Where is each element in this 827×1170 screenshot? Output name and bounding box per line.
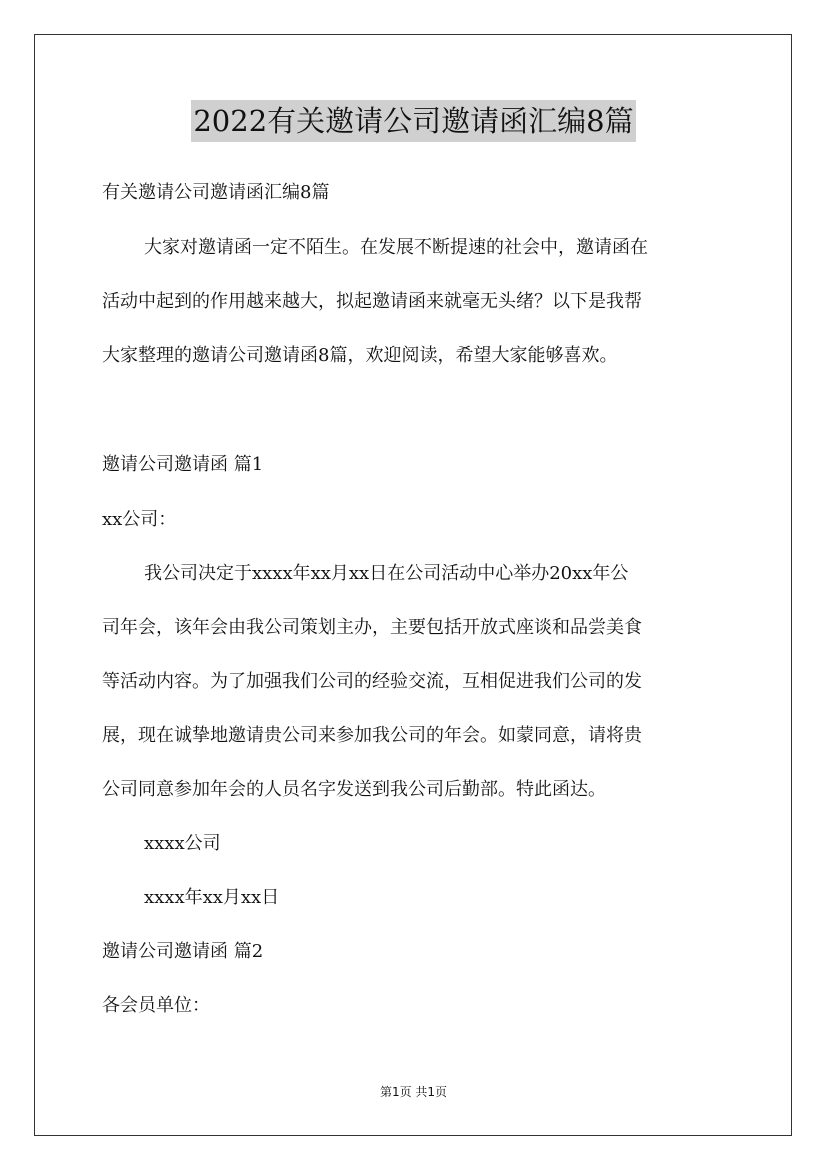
title-wrap — [0, 100, 827, 142]
intro-line-3: 大家整理的邀请公司邀请函8篇，欢迎阅读，希望大家能够喜欢。 — [102, 345, 618, 366]
section-2-salutation: 各会员单位： — [102, 995, 210, 1016]
intro-line-1: 大家对邀请函一定不陌生。在发展不断提速的社会中，邀请函在 — [144, 237, 648, 258]
page-footer: 第1页 共1页 — [379, 1085, 448, 1099]
section-1-body-line-1: 我公司决定于xxxx年xx月xx日在公司活动中心举办20xx年公 — [144, 563, 629, 584]
document-title: 2022有关邀请公司邀请函汇编8篇 — [191, 100, 635, 142]
section-1-body-line-5: 公司同意参加年会的人员名字发送到我公司后勤部。特此函达。 — [102, 779, 606, 800]
section-1-salutation: xx公司： — [102, 509, 177, 530]
section-1-signature: xxxx公司 — [144, 833, 221, 854]
document-subtitle: 有关邀请公司邀请函汇编8篇 — [102, 182, 330, 203]
section-1-date: xxxx年xx月xx日 — [144, 887, 280, 908]
section-1-body-line-4: 展，现在诚挚地邀请贵公司来参加我公司的年会。如蒙同意，请将贵 — [102, 725, 642, 746]
intro-line-2: 活动中起到的作用越来越大，拟起邀请函来就毫无头绪？以下是我帮 — [102, 291, 642, 312]
section-1-heading: 邀请公司邀请函 篇1 — [102, 454, 264, 475]
section-2-heading: 邀请公司邀请函 篇2 — [102, 941, 264, 962]
section-1-body-line-3: 等活动内容。为了加强我们公司的经验交流，互相促进我们公司的发 — [102, 671, 642, 692]
section-1-body-line-2: 司年会，该年会由我公司策划主办，主要包括开放式座谈和品尝美食 — [102, 617, 642, 638]
